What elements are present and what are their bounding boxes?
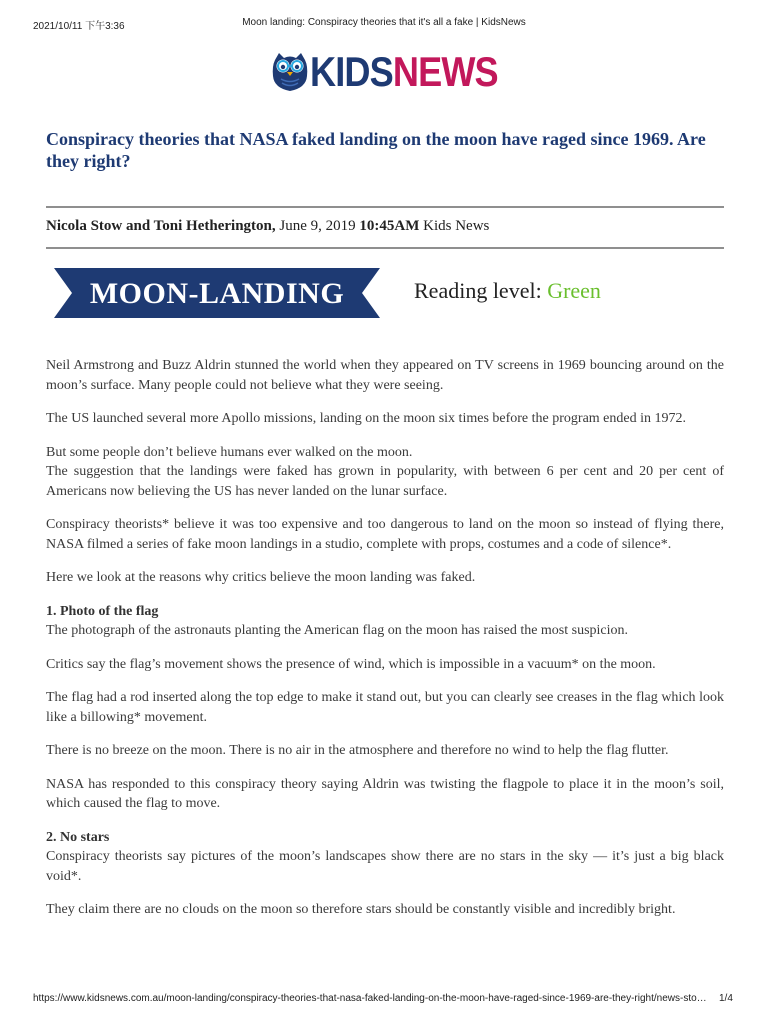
- topic-banner[interactable]: [54, 268, 380, 318]
- article-paragraph: Conspiracy theorists say pictures of the moon’s landscapes show there are no stars in the sky — it’s just a big black void*.: [46, 849, 724, 884]
- article-body: [46, 356, 724, 934]
- kidsnews-logo[interactable]: [272, 48, 502, 95]
- article-paragraph: NASA has responded to this conspiracy theory saying Aldrin was twisting the flagpole to place it in the moon’s soil, which caused the flag to move.: [46, 776, 724, 811]
- byline-source: Kids News: [423, 218, 490, 234]
- article-paragraph: The photograph of the astronauts planting the American flag on the moon has raised the most suspicion.: [46, 623, 629, 638]
- print-page-title: Moon landing: Conspiracy theories that it's all a fake | KidsNews: [242, 17, 526, 28]
- article-paragraph: Here we look at the reasons why critics believe the moon landing was faked.: [46, 570, 476, 585]
- reading-level: [414, 278, 601, 304]
- owl-icon: [272, 52, 308, 97]
- article-paragraph: Neil Armstrong and Buzz Aldrin stunned the world when they appeared on TV screens in 1969 bouncing around on the moon’s surface. Many people could not believe what they were seeing.: [46, 358, 724, 393]
- byline-authors: Nicola Stow and Toni Hetherington,: [46, 218, 276, 234]
- article-paragraph: Conspiracy theorists* believe it was too expensive and too dangerous to land on the moon so instead of flying there, NASA filmed a series of fake moon landings in a studio, complete with props, costumes and a code of silence*.: [46, 517, 724, 552]
- divider: [46, 206, 724, 208]
- print-header: [0, 17, 768, 31]
- byline-time: 10:45AM: [359, 218, 420, 234]
- article-paragraph: They claim there are no clouds on the moon so therefore stars should be constantly visible and incredibly bright.: [46, 902, 676, 917]
- print-datetime: 2021/10/11 下午3:36: [33, 21, 125, 32]
- byline: [46, 218, 489, 235]
- article-paragraph: Critics say the flag’s movement shows the presence of wind, which is impossible in a vacuum* on the moon.: [46, 656, 656, 672]
- print-footer: [0, 993, 768, 1007]
- topic-banner-label: MOON-LANDING: [89, 277, 345, 310]
- print-page-number: 1/4: [719, 993, 733, 1004]
- print-url: https://www.kidsnews.com.au/moon-landing/conspiracy-theories-that-nasa-faked-landing-on-the-moon-have-raged-since-1969-are-they-right/news-sto…: [33, 993, 707, 1004]
- reading-level-label: Reading level:: [414, 278, 542, 303]
- byline-date: June 9, 2019: [279, 218, 356, 234]
- section-heading: 2. No stars: [46, 829, 110, 845]
- section-heading: 1. Photo of the flag: [46, 603, 159, 619]
- article-headline: Conspiracy theories that NASA faked landing on the moon have raged since 1969. Are they right?: [46, 129, 706, 171]
- logo-wordmark: KIDSNEWS: [310, 48, 498, 95]
- reading-level-value: Green: [547, 278, 601, 303]
- article-paragraph: But some people don’t believe humans ever walked on the moon.: [46, 444, 413, 460]
- article-paragraph: The US launched several more Apollo missions, landing on the moon six times before the program ended in 1972.: [46, 411, 686, 426]
- divider: [46, 247, 724, 249]
- article-paragraph: There is no breeze on the moon. There is no air in the atmosphere and therefore no wind to help the flag flutter.: [46, 743, 669, 758]
- article-paragraph: The suggestion that the landings were faked has grown in popularity, with between 6 per cent and 20 per cent of Americans now believing the US has never landed on the lunar surface.: [46, 464, 724, 499]
- article-paragraph: The flag had a rod inserted along the top edge to make it stand out, but you can clearly see creases in the flag which look like a billowing* movement.: [46, 690, 724, 725]
